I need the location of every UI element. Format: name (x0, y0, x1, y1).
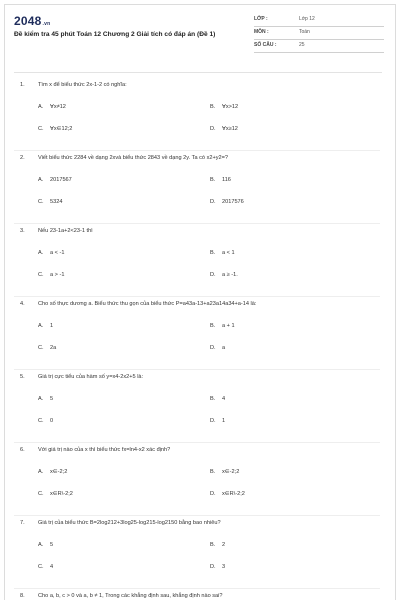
option-text: 1 (50, 323, 54, 329)
question-stem: Giá trị cực tiểu của hàm số y=x4-2x2+5 là: (38, 374, 144, 380)
option-text: a > -1 (50, 272, 65, 278)
question-text (20, 155, 228, 161)
info-value: 25 (299, 42, 305, 48)
option-text: x∈-2;2 (222, 469, 240, 475)
option-letter: B. (210, 177, 216, 183)
question-item (20, 516, 380, 589)
option-text: 3 (222, 564, 226, 570)
option-letter: D. (210, 272, 216, 278)
question-stem: Viết biểu thức 2284 về dạng 2xvà biểu thức 2843 về dạng 2y. Ta có x2+y2=? (38, 155, 229, 161)
question-item (20, 443, 380, 516)
question-number: 8. (20, 593, 25, 599)
brand-logo[interactable] (14, 14, 50, 28)
option-letter: C. (38, 564, 44, 570)
answer-option[interactable] (38, 491, 73, 497)
answer-option[interactable] (210, 542, 225, 548)
question-item (20, 589, 380, 600)
option-letter: A. (38, 104, 44, 110)
answer-option[interactable] (38, 323, 53, 329)
question-stem: Cho số thực dương a. Biểu thức thu gọn của biểu thức P=a43a-13+a23a14a34+a-14 là: (38, 301, 257, 307)
answer-option[interactable] (210, 104, 238, 110)
option-text: ∀x∈12;2 (50, 126, 73, 132)
brand-name: 2048 (14, 14, 42, 28)
option-text: 5 (50, 542, 54, 548)
option-letter: B. (210, 396, 216, 402)
info-label: SỐ CÂU : (254, 42, 277, 48)
document-header (14, 14, 382, 66)
answer-option[interactable] (38, 199, 62, 205)
question-number: 2. (20, 155, 25, 161)
question-stem: Cho a, b, c > 0 và a, b ≠ 1, Trong các khẳng định sau, khẳng định nào sai? (38, 593, 223, 599)
option-letter: A. (38, 323, 44, 329)
option-text: 116 (222, 177, 231, 183)
brand-suffix: .vn (42, 21, 51, 27)
option-letter: C. (38, 126, 44, 132)
option-letter: B. (210, 542, 216, 548)
option-letter: A. (38, 396, 44, 402)
option-letter: C. (38, 272, 44, 278)
option-text: x∈R\-2;2 (222, 491, 245, 497)
answer-option[interactable] (38, 564, 53, 570)
answer-option[interactable] (210, 177, 231, 183)
question-item (20, 297, 380, 370)
answer-option[interactable] (210, 126, 238, 132)
question-number: 1. (20, 82, 25, 88)
info-value: Toán (299, 29, 310, 35)
option-text: x∈-2;2 (50, 469, 68, 475)
answer-option[interactable] (38, 272, 64, 278)
option-text: ∀x≥12 (222, 126, 238, 132)
question-number: 6. (20, 447, 25, 453)
answer-option[interactable] (38, 542, 53, 548)
answer-option[interactable] (210, 418, 225, 424)
option-letter: B. (210, 250, 216, 256)
option-letter: A. (38, 469, 44, 475)
option-letter: A. (38, 250, 44, 256)
info-row-count (254, 40, 384, 53)
answer-option[interactable] (38, 418, 53, 424)
question-item (20, 224, 380, 297)
answer-option[interactable] (210, 396, 225, 402)
option-text: 2017567 (50, 177, 72, 183)
info-underline (254, 52, 384, 53)
question-number: 4. (20, 301, 25, 307)
option-letter: B. (210, 323, 216, 329)
option-text: 5324 (50, 199, 63, 205)
option-letter: C. (38, 418, 44, 424)
question-item (20, 370, 380, 443)
option-text: ∀x>12 (222, 104, 239, 110)
answer-option[interactable] (210, 469, 239, 475)
option-text: 2017576 (222, 199, 244, 205)
option-letter: D. (210, 199, 216, 205)
answer-option[interactable] (210, 491, 245, 497)
option-letter: B. (210, 104, 216, 110)
question-number: 7. (20, 520, 25, 526)
answer-option[interactable] (38, 177, 72, 183)
option-text: 2a (50, 345, 57, 351)
question-item (20, 78, 380, 151)
question-text (20, 593, 223, 599)
info-value: Lớp 12 (299, 16, 315, 22)
answer-option[interactable] (38, 250, 64, 256)
option-letter: D. (210, 345, 216, 351)
option-text: a + 1 (222, 323, 235, 329)
answer-option[interactable] (210, 345, 225, 351)
answer-option[interactable] (210, 250, 235, 256)
option-text: 5 (50, 396, 54, 402)
option-text: a ≥ -1. (222, 272, 238, 278)
option-text: 1 (222, 418, 226, 424)
answer-option[interactable] (210, 199, 244, 205)
question-text (20, 301, 256, 307)
question-stem: Giá trị của biểu thức B=2log212+3log25-log215-log2150 bằng bao nhiêu? (38, 520, 221, 526)
option-letter: B. (210, 469, 216, 475)
answer-option[interactable] (38, 469, 67, 475)
option-letter: D. (210, 418, 216, 424)
info-row-class (254, 14, 384, 27)
question-number: 3. (20, 228, 25, 234)
option-text: 4 (50, 564, 54, 570)
option-letter: D. (210, 126, 216, 132)
question-text (20, 520, 221, 526)
question-text (20, 447, 170, 453)
info-panel (254, 14, 384, 53)
answer-option[interactable] (38, 104, 66, 110)
question-stem: Với giá trị nào của x thì biểu thức fx=ln4-x2 xác định? (38, 447, 171, 453)
info-label: MÔN : (254, 29, 269, 35)
answer-option[interactable] (38, 345, 56, 351)
question-text (20, 228, 93, 234)
option-letter: A. (38, 177, 44, 183)
option-text: a < -1 (50, 250, 65, 256)
option-text: 4 (222, 396, 226, 402)
option-text: x∈R\-2;2 (50, 491, 73, 497)
option-letter: C. (38, 491, 44, 497)
option-letter: D. (210, 564, 216, 570)
question-text (20, 82, 127, 88)
answer-option[interactable] (38, 396, 53, 402)
question-list (20, 78, 380, 600)
question-item (20, 151, 380, 224)
option-text: 2 (222, 542, 226, 548)
info-row-subject (254, 27, 384, 40)
option-letter: C. (38, 199, 44, 205)
answer-option[interactable] (38, 126, 72, 132)
option-letter: C. (38, 345, 44, 351)
question-stem: Nếu 23-1a+2<23-1 thì (38, 228, 93, 234)
answer-option[interactable] (210, 323, 235, 329)
question-text (20, 374, 143, 380)
question-stem: Tìm x để biểu thức 2x-1-2 có nghĩa: (38, 82, 127, 88)
answer-option[interactable] (210, 272, 238, 278)
option-letter: D. (210, 491, 216, 497)
document-title: Đề kiểm tra 45 phút Toán 12 Chương 2 Giải tích có đáp án (Đề 1) (14, 31, 216, 38)
info-label: LỚP : (254, 16, 268, 22)
answer-option[interactable] (210, 564, 225, 570)
option-text: a (222, 345, 226, 351)
header-divider (14, 72, 382, 73)
question-number: 5. (20, 374, 25, 380)
option-letter: A. (38, 542, 44, 548)
option-text: 0 (50, 418, 54, 424)
option-text: ∀x≠12 (50, 104, 66, 110)
option-text: a < 1 (222, 250, 235, 256)
